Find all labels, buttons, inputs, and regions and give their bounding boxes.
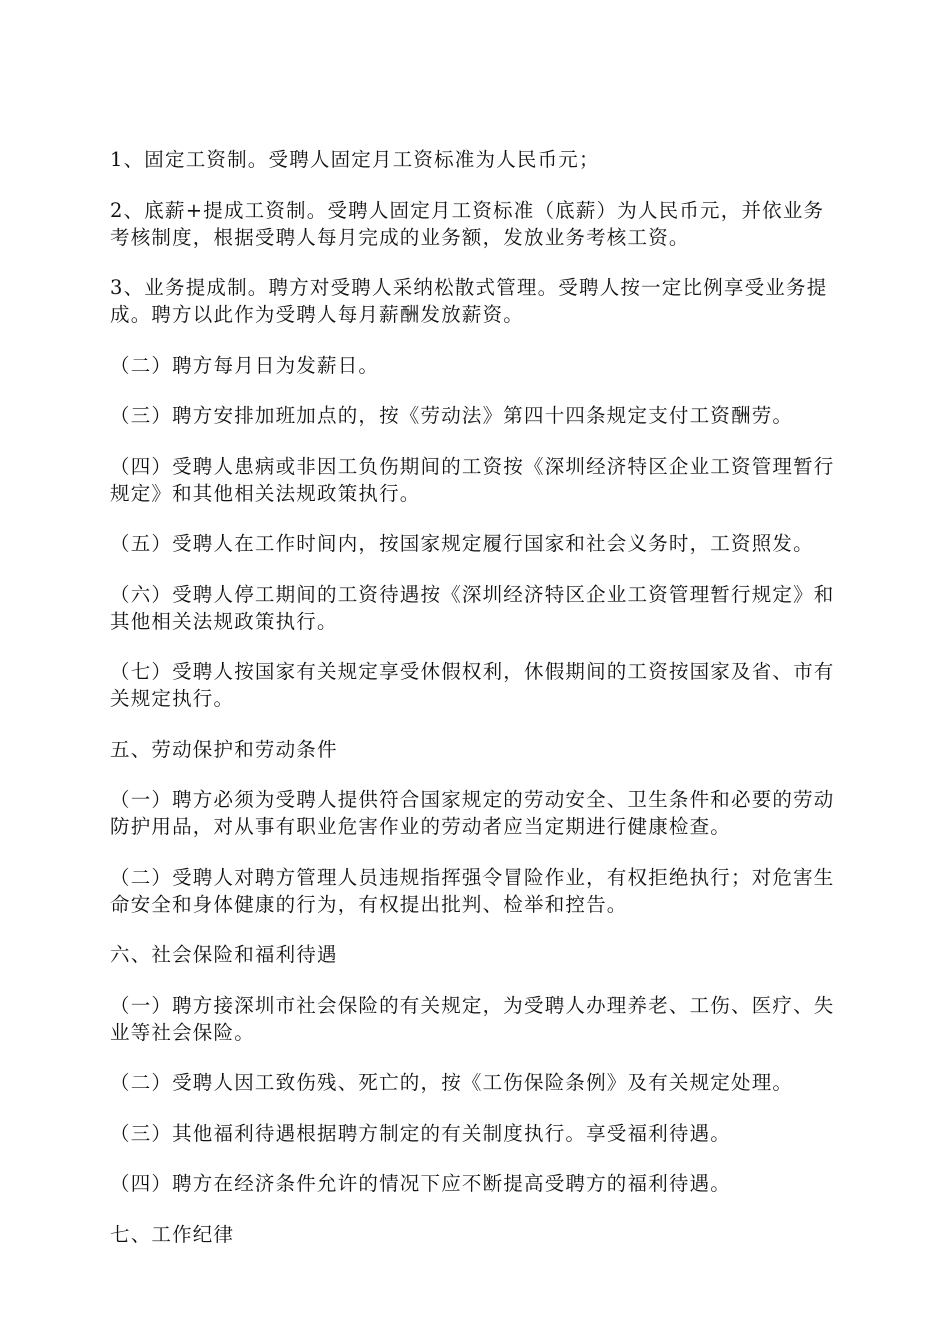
paragraph-safety-conditions: （一）聘方必须为受聘人提供符合国家规定的劳动安全、卫生条件和必要的劳动防护用品，对从事有职业危害作业的劳动者应当定期进行健康检查。	[110, 788, 835, 838]
paragraph-work-injury: （二）受聘人因工致伤残、死亡的，按《工伤保险条例》及有关规定处理。	[110, 1071, 794, 1094]
paragraph-refuse-risky-work: （二）受聘人对聘方管理人员违规指挥强令冒险作业，有权拒绝执行；对危害生命安全和身体健康的行为，有权提出批判、检举和控告。	[110, 865, 835, 916]
paragraph-improve-benefits: （四）聘方在经济条件允许的情况下应不断提高受聘方的福利待遇。	[110, 1172, 732, 1195]
paragraph-base-plus-commission: 2、底薪+提成工资制。受聘人固定月工资标准（底薪）为人民币元，并依业务考核制度，根据受聘人每月完成的业务额，发放业务考核工资。	[110, 198, 825, 249]
section-heading-social-insurance: 六、社会保险和福利待遇	[110, 943, 338, 966]
document-body	[110, 146, 840, 1271]
paragraph-social-duties: （五）受聘人在工作时间内，按国家规定履行国家和社会义务时，工资照发。	[110, 532, 814, 555]
paragraph-sick-leave-wage: （四）受聘人患病或非因工负伤期间的工资按《深圳经济特区企业工资管理暂行规定》和其他相关法规政策执行。	[110, 454, 835, 505]
paragraph-payday: （二）聘方每月日为发薪日。	[110, 353, 380, 377]
section-heading-work-discipline: 七、工作纪律	[110, 1222, 235, 1246]
paragraph-other-benefits: （三）其他福利待遇根据聘方制定的有关制度执行。享受福利待遇。	[110, 1121, 732, 1145]
paragraph-work-stoppage: （六）受聘人停工期间的工资待遇按《深圳经济特区企业工资管理暂行规定》和其他相关法规政策执行。	[110, 582, 835, 633]
paragraph-vacation: （七）受聘人按国家有关规定享受休假权利，休假期间的工资按国家及省、市有关规定执行。	[110, 660, 835, 710]
paragraph-insurance-enrollment: （一）聘方接深圳市社会保险的有关规定，为受聘人办理养老、工伤、医疗、失业等社会保险。	[110, 993, 835, 1044]
paragraph-commission-only: 3、业务提成制。聘方对受聘人采纳松散式管理。受聘人按一定比例享受业务提成。聘方以此作为受聘人每月薪酬发放薪资。	[110, 276, 828, 326]
paragraph-fixed-wage: 1、固定工资制。受聘人固定月工资标准为人民币元；	[110, 148, 600, 171]
section-heading-labor-protection: 五、劳动保护和劳动条件	[110, 737, 338, 761]
paragraph-overtime: （三）聘方安排加班加点的，按《劳动法》第四十四条规定支付工资酬劳。	[110, 404, 794, 427]
